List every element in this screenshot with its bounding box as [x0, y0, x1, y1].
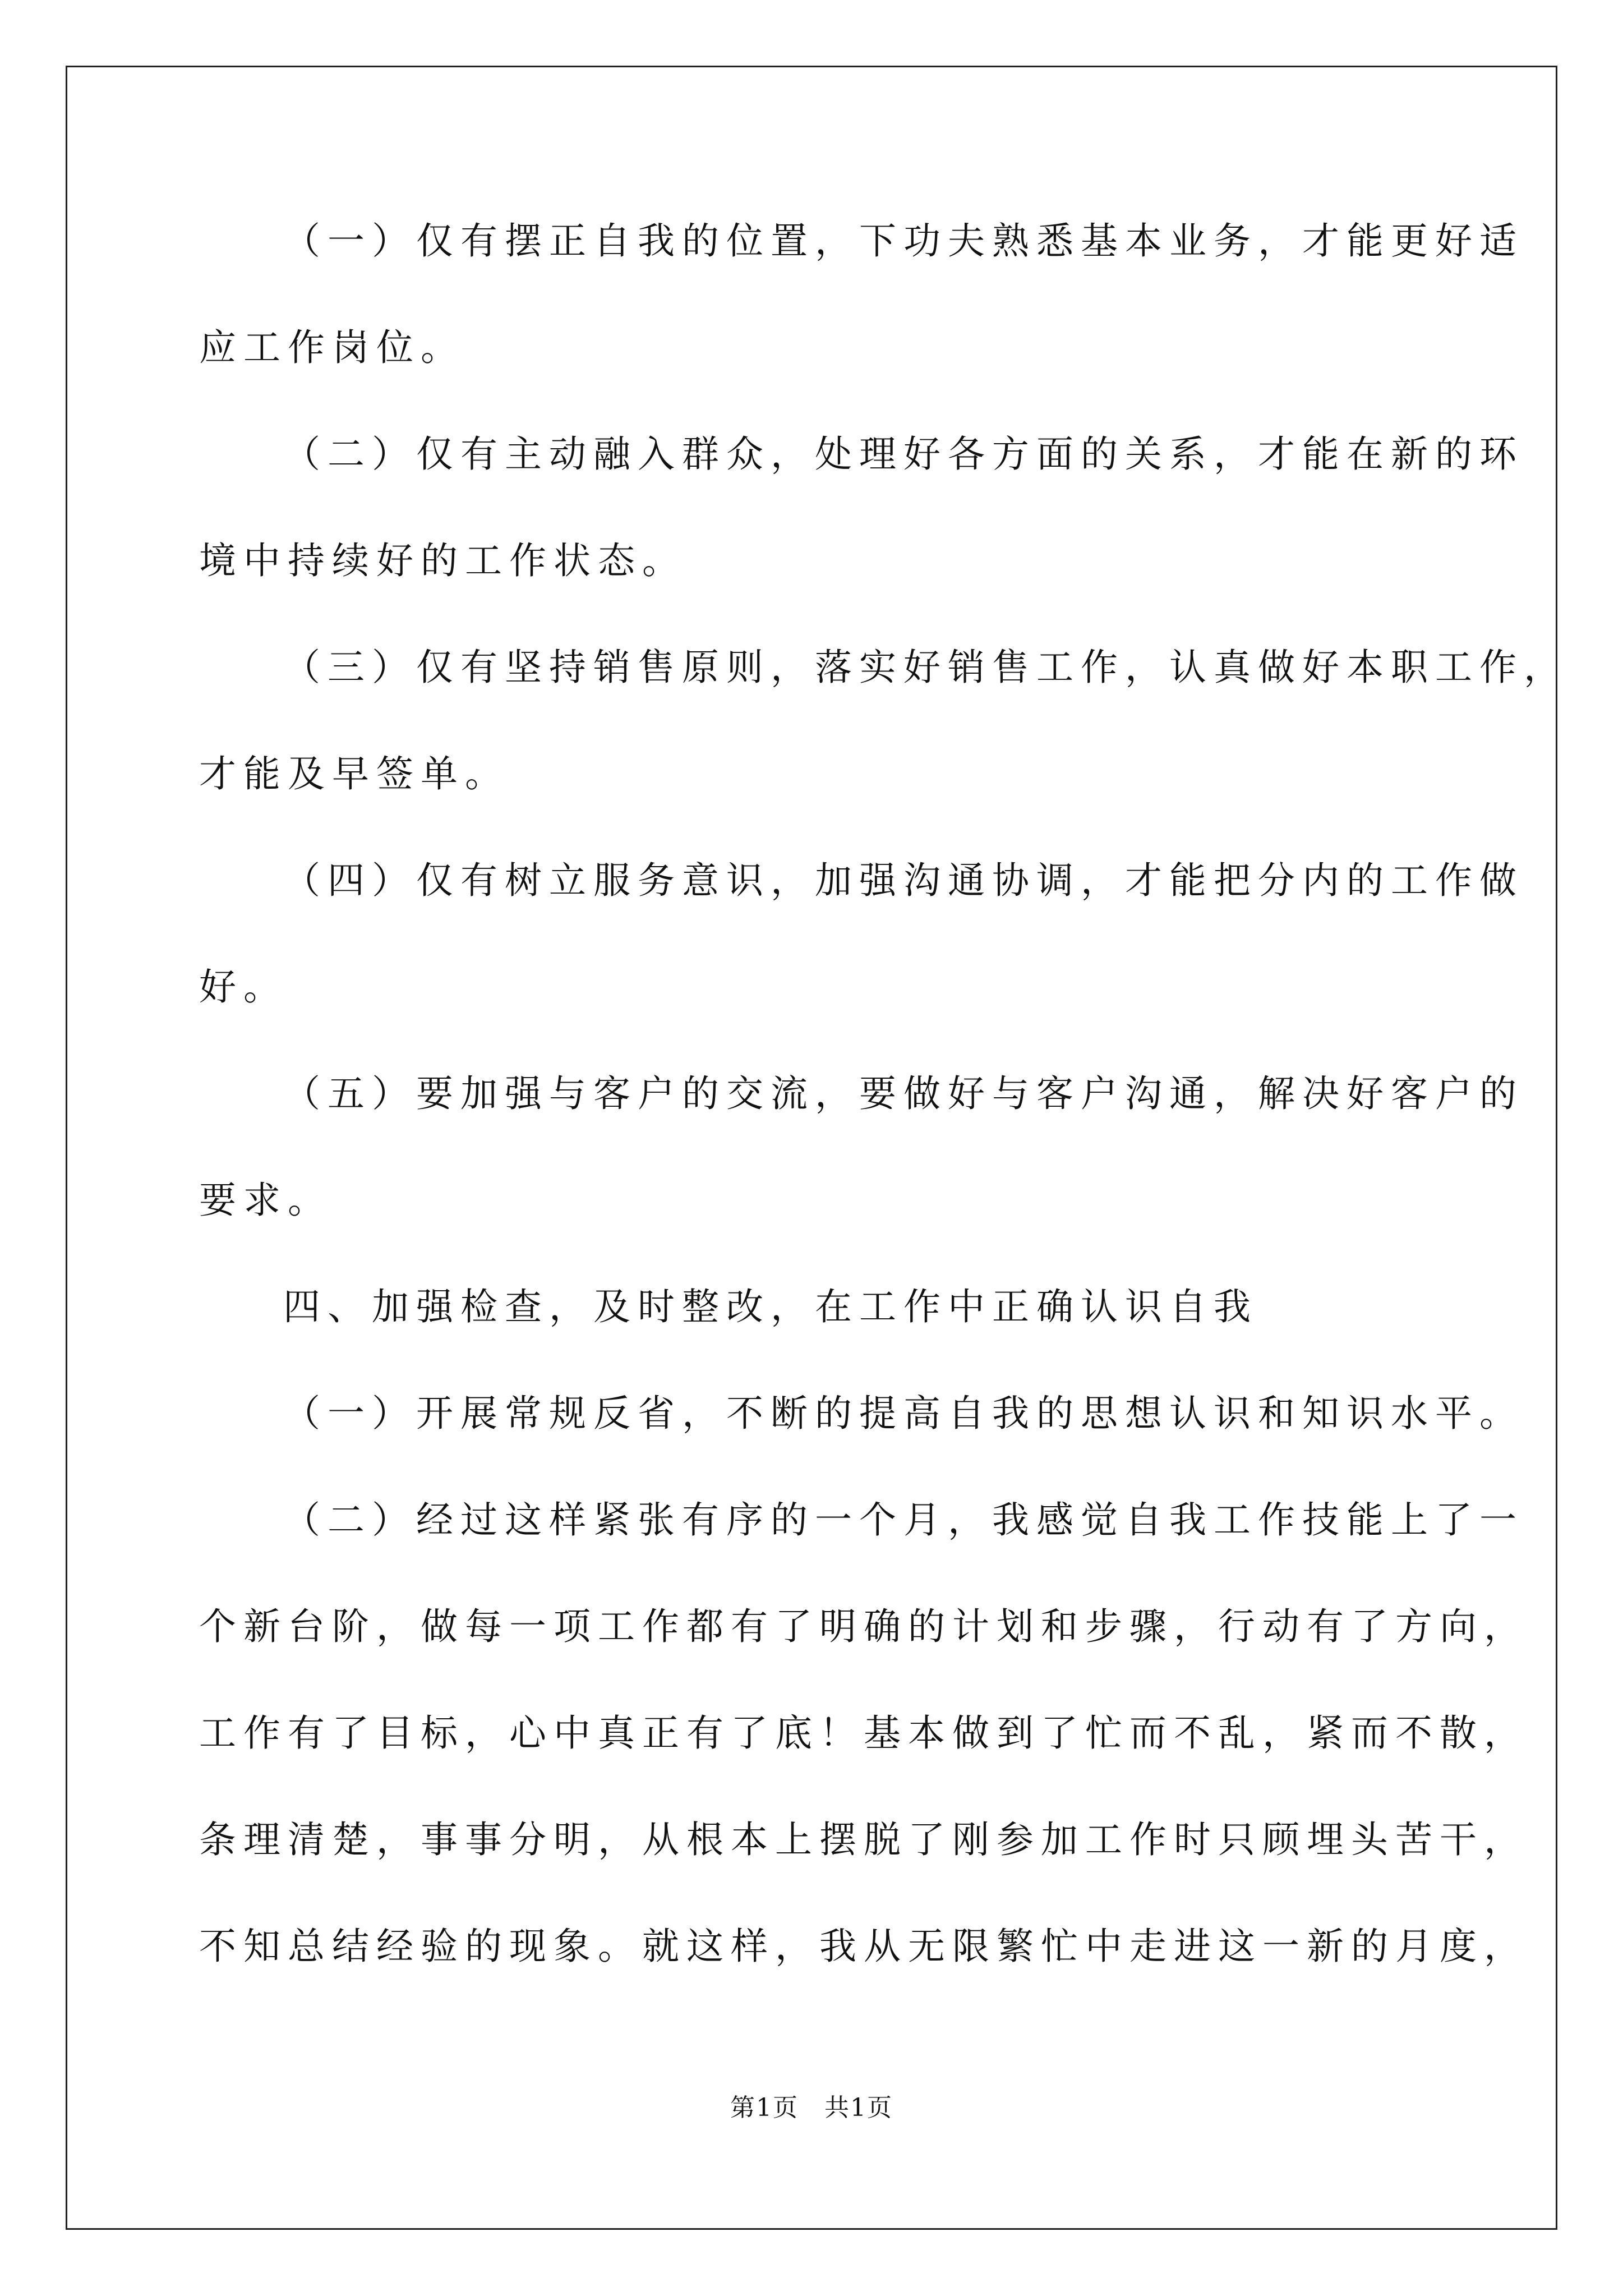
text-line: 工作有了目标，心中真正有了底！基本做到了忙而不乱，紧而不散，: [199, 1711, 1528, 1755]
text-line: （一）仅有摆正自我的位置，下功夫熟悉基本业务，才能更好适: [283, 219, 1524, 263]
text-line: 才能及早签单。: [199, 752, 509, 795]
text-line: （二）经过这样紧张有序的一个月，我感觉自我工作技能上了一: [283, 1498, 1524, 1542]
page-border: [66, 66, 1557, 2230]
text-line: （一）开展常规反省，不断的提高自我的思想认识和知识水平。: [283, 1392, 1524, 1435]
text-line: 应工作岗位。: [199, 326, 465, 369]
text-line: （三）仅有坚持销售原则，落实好销售工作，认真做好本职工作，: [283, 646, 1568, 689]
text-line: （二）仅有主动融入群众，处理好各方面的关系，才能在新的环: [283, 432, 1524, 476]
text-line: 个新台阶，做每一项工作都有了明确的计划和步骤，行动有了方向，: [199, 1605, 1528, 1648]
section-heading: 四、加强检查，及时整改，在工作中正确认识自我: [283, 1285, 1258, 1328]
text-line: （五）要加强与客户的交流，要做好与客户沟通，解决好客户的: [283, 1072, 1524, 1115]
text-line: 好。: [199, 965, 288, 1009]
page-footer: 第1页 共1页: [730, 2093, 893, 2122]
text-line: 不知总结经验的现象。就这样，我从无限繁忙中走进这一新的月度，: [199, 1925, 1528, 1968]
text-line: 条理清楚，事事分明，从根本上摆脱了刚参加工作时只顾埋头苦干，: [199, 1818, 1528, 1861]
text-line: （四）仅有树立服务意识，加强沟通协调，才能把分内的工作做: [283, 859, 1524, 902]
text-line: 境中持续好的工作状态。: [199, 539, 686, 582]
text-line: 要求。: [199, 1179, 332, 1222]
